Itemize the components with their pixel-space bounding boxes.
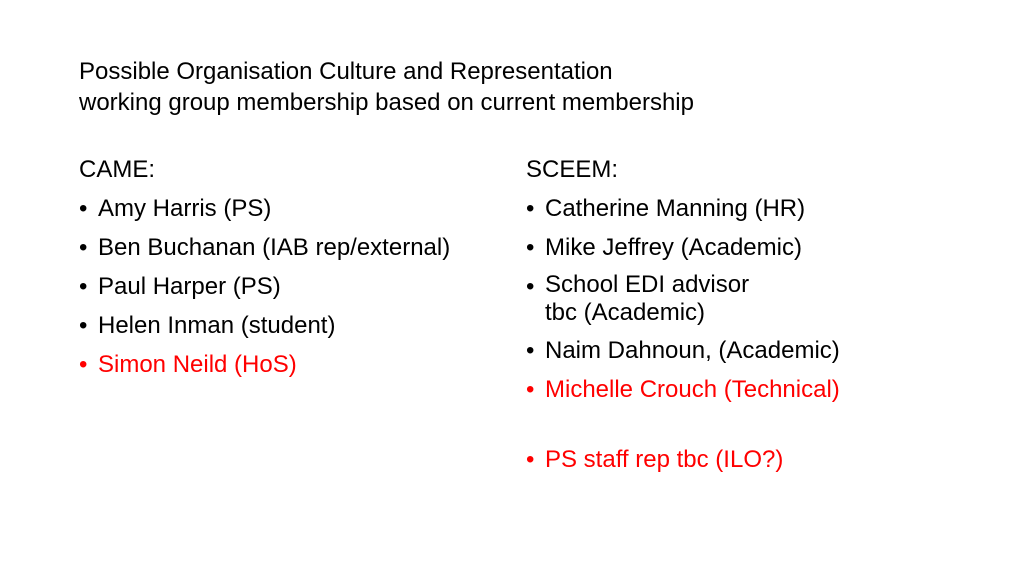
bullet-icon: • bbox=[79, 312, 88, 339]
came-member-list bbox=[79, 193, 509, 380]
bullet-icon: • bbox=[526, 376, 535, 403]
list-item bbox=[79, 232, 509, 263]
member-name: Catherine Manning (HR) bbox=[545, 195, 806, 222]
member-name: Ben Buchanan (IAB rep/external) bbox=[98, 234, 451, 261]
member-name: Michelle Crouch (Technical) bbox=[545, 376, 840, 403]
member-name: Amy Harris (PS) bbox=[98, 195, 272, 222]
list-item bbox=[526, 271, 946, 327]
list-item-highlighted bbox=[526, 374, 946, 405]
member-name: Helen Inman (student) bbox=[98, 312, 336, 339]
bullet-icon: • bbox=[526, 234, 535, 261]
list-item bbox=[79, 310, 509, 341]
list-item bbox=[79, 271, 509, 302]
bullet-icon: • bbox=[79, 351, 88, 378]
bullet-icon: • bbox=[79, 273, 88, 300]
bullet-icon: • bbox=[79, 234, 88, 261]
list-item bbox=[79, 193, 509, 224]
list-item bbox=[526, 232, 946, 263]
member-name: Mike Jeffrey (Academic) bbox=[545, 234, 802, 261]
sceem-column bbox=[526, 154, 946, 483]
sceem-member-list bbox=[526, 193, 946, 475]
member-name: School EDI advisor tbc (Academic) bbox=[545, 271, 750, 326]
slide-title bbox=[79, 56, 959, 118]
came-column bbox=[79, 154, 509, 388]
member-name: Simon Neild (HoS) bbox=[98, 351, 297, 378]
bullet-icon: • bbox=[79, 195, 88, 222]
bullet-icon: • bbox=[526, 195, 535, 222]
came-heading: CAME: bbox=[79, 156, 156, 183]
list-item bbox=[526, 193, 946, 224]
list-item bbox=[526, 335, 946, 366]
slide-title-line-1: Possible Organisation Culture and Representation bbox=[79, 58, 613, 85]
sceem-heading: SCEEM: bbox=[526, 156, 619, 183]
list-item-highlighted bbox=[79, 349, 509, 380]
list-item-highlighted bbox=[526, 444, 946, 475]
bullet-icon: • bbox=[526, 273, 535, 300]
bullet-icon: • bbox=[526, 337, 535, 364]
member-name: Naim Dahnoun, (Academic) bbox=[545, 337, 840, 364]
slide-title-line-2: working group membership based on current membership bbox=[79, 89, 694, 116]
member-name: Paul Harper (PS) bbox=[98, 273, 281, 300]
bullet-icon: • bbox=[526, 446, 535, 473]
member-name: PS staff rep tbc (ILO?) bbox=[545, 446, 784, 473]
